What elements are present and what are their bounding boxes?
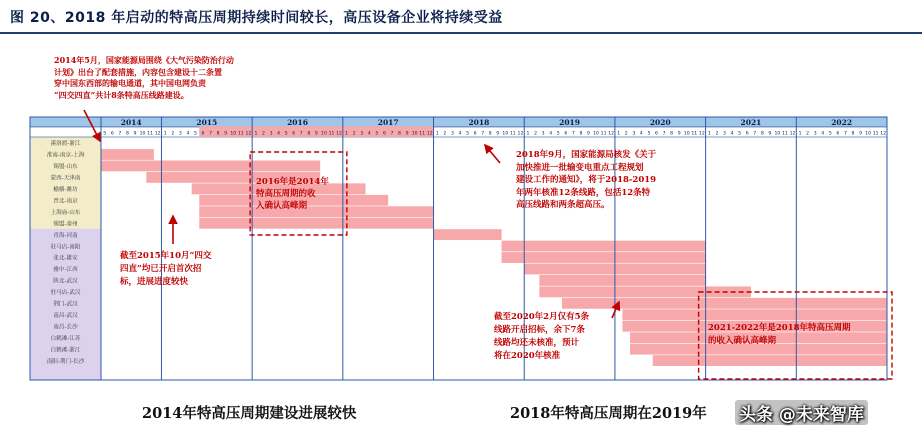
year-label: 2015 bbox=[196, 118, 218, 127]
month-tick-label: 8 bbox=[488, 131, 492, 137]
month-tick-label: 11 bbox=[509, 131, 516, 137]
month-tick-label: 4 bbox=[821, 131, 825, 137]
month-tick-label: 12 bbox=[789, 131, 796, 137]
month-tick-label: 10 bbox=[230, 131, 237, 137]
month-tick-label: 12 bbox=[517, 131, 524, 137]
month-tick-label: 12 bbox=[336, 131, 342, 137]
annotation-2016-peak: 2016年是2014年 特高压周期的收 入确认高峰期 bbox=[256, 177, 329, 211]
month-tick-label: 3 bbox=[813, 131, 817, 137]
row-label: 陕北-武汉 bbox=[53, 278, 78, 285]
gantt-bar bbox=[502, 252, 706, 263]
month-tick-label: 12 bbox=[698, 131, 705, 137]
month-tick-label: 7 bbox=[209, 131, 213, 137]
month-tick-label: 1 bbox=[617, 131, 621, 137]
month-tick-label: 4 bbox=[367, 131, 371, 137]
month-tick-label: 5 bbox=[738, 131, 742, 137]
month-tick-label: 8 bbox=[851, 131, 855, 137]
year-label: 2014 bbox=[120, 118, 142, 127]
gantt-bar bbox=[199, 218, 433, 229]
row-label: 南昌-武汉 bbox=[53, 312, 78, 319]
month-tick-label: 12 bbox=[608, 131, 615, 137]
row-label: 白鹤滩-浙江 bbox=[50, 347, 81, 354]
month-tick-label: 8 bbox=[398, 131, 401, 137]
month-tick-label: 7 bbox=[390, 131, 394, 137]
annotation-2014-policy: 2014年5月，国家能源局围绕《大气污染防治行动 计划》出台了配套措施，内容包含建设十二条置 穿中国东西部的输电通道，其中国电网负责 “四交四直”共计8条特高压线路建设。 bbox=[54, 55, 234, 100]
year-label: 2019 bbox=[559, 118, 581, 127]
month-tick-label: 7 bbox=[843, 131, 847, 137]
month-tick-label: 2 bbox=[352, 131, 356, 137]
month-tick-label: 11 bbox=[872, 131, 879, 137]
month-tick-label: 10 bbox=[502, 131, 509, 137]
month-tick-label: 4 bbox=[730, 131, 734, 137]
gantt-bar bbox=[502, 241, 706, 252]
month-tick-label: 10 bbox=[411, 131, 418, 137]
month-tick-label: 11 bbox=[147, 131, 154, 137]
row-label: 荆门-武汉 bbox=[53, 301, 78, 308]
figure-title: 图 20、2018 年启动的特高压周期持续时间较长，高压设备企业将持续受益 bbox=[10, 10, 503, 26]
month-tick-label: 7 bbox=[571, 131, 575, 137]
month-tick-label: 9 bbox=[587, 131, 590, 137]
month-tick-label: 9 bbox=[859, 131, 863, 137]
month-tick-label: 9 bbox=[314, 131, 318, 137]
month-tick-label: 6 bbox=[382, 131, 386, 137]
caption-right: 2018年特高压周期在2019年 bbox=[510, 405, 707, 422]
month-tick-label: 1 bbox=[435, 131, 439, 137]
row-label: 雅中-江西 bbox=[53, 267, 78, 274]
month-tick-label: 5 bbox=[556, 131, 560, 137]
month-tick-label: 11 bbox=[782, 131, 788, 137]
annotation-2021-peak: 2021-2022年是2018年特高压周期 的收入确认高峰期 bbox=[708, 323, 851, 346]
row-label: 上海庙-山东 bbox=[50, 209, 81, 216]
row-label: 锡盟-山东 bbox=[53, 164, 78, 171]
annotation-2020-status: 截至2020年2月仅有5条 线路开启招标，余下7条 线路均还未核准，预计 将在2020年核准 bbox=[494, 312, 589, 361]
month-tick-label: 10 bbox=[683, 131, 690, 137]
month-tick-label: 11 bbox=[237, 131, 244, 137]
row-label: 锡盟-泰州 bbox=[53, 221, 78, 228]
month-tick-label: 6 bbox=[201, 131, 205, 137]
year-label: 2022 bbox=[831, 118, 853, 127]
month-tick-label: 8 bbox=[125, 131, 129, 137]
arrow-2018-notice bbox=[485, 145, 500, 163]
month-tick-label: 11 bbox=[691, 131, 698, 137]
month-tick-label: 5 bbox=[103, 131, 107, 137]
month-tick-label: 8 bbox=[760, 131, 764, 137]
month-tick-label: 3 bbox=[632, 131, 636, 137]
month-tick-label: 12 bbox=[426, 131, 433, 137]
month-tick-label: 12 bbox=[154, 131, 161, 137]
month-tick-label: 3 bbox=[723, 131, 726, 137]
month-tick-label: 9 bbox=[496, 131, 500, 137]
title-rule bbox=[0, 32, 922, 34]
month-tick-label: 1 bbox=[707, 131, 711, 137]
year-label: 2020 bbox=[649, 118, 671, 127]
month-tick-label: 3 bbox=[360, 131, 364, 137]
month-tick-label: 5 bbox=[828, 131, 832, 137]
row-label: 青海-河南 bbox=[53, 232, 78, 239]
gantt-bar bbox=[101, 161, 320, 172]
year-label: 2017 bbox=[377, 118, 399, 127]
month-tick-label: 2 bbox=[171, 131, 175, 137]
watermark: 头条 @未来智库 bbox=[735, 400, 868, 425]
month-tick-label: 2 bbox=[443, 131, 447, 137]
month-tick-label: 9 bbox=[768, 131, 772, 137]
month-tick-label: 9 bbox=[677, 131, 681, 137]
month-tick-label: 4 bbox=[458, 131, 462, 137]
gantt-bar bbox=[434, 229, 502, 240]
month-tick-label: 6 bbox=[745, 131, 749, 137]
month-tick-label: 11 bbox=[328, 131, 335, 137]
row-label: 驻马店-南阳 bbox=[50, 244, 81, 251]
month-tick-label: 7 bbox=[753, 131, 757, 137]
row-label: 淮南-南京-上海 bbox=[46, 152, 85, 159]
month-tick-label: 12 bbox=[880, 131, 887, 137]
month-tick-label: 11 bbox=[600, 131, 607, 137]
month-tick-label: 3 bbox=[269, 131, 273, 137]
month-tick-label: 8 bbox=[216, 131, 220, 137]
month-tick-label: 12 bbox=[245, 131, 252, 137]
month-tick-label: 5 bbox=[647, 131, 651, 137]
month-tick-label: 8 bbox=[307, 131, 311, 137]
row-label: 张北-雄安 bbox=[53, 255, 78, 262]
year-label: 2016 bbox=[287, 118, 308, 127]
annotation-2015-tender: 截至2015年10月“四交 四直”均已开启首次招 标，进展进度较快 bbox=[120, 251, 212, 287]
month-tick-label: 4 bbox=[277, 131, 281, 137]
month-tick-label: 2 bbox=[262, 131, 265, 137]
gantt-bar bbox=[539, 275, 705, 286]
month-tick-label: 10 bbox=[139, 131, 146, 137]
month-tick-label: 1 bbox=[254, 131, 258, 137]
month-tick-label: 2 bbox=[624, 131, 628, 137]
month-tick-label: 3 bbox=[450, 131, 454, 137]
month-tick-label: 6 bbox=[836, 131, 840, 137]
month-tick-label: 3 bbox=[178, 131, 182, 137]
month-tick-label: 10 bbox=[774, 131, 781, 137]
month-tick-label: 2 bbox=[806, 131, 810, 137]
month-tick-label: 1 bbox=[163, 131, 167, 137]
month-tick-label: 8 bbox=[579, 131, 583, 137]
month-tick-label: 8 bbox=[670, 131, 674, 137]
month-tick-label: 4 bbox=[186, 131, 190, 137]
month-tick-label: 3 bbox=[541, 131, 545, 137]
month-tick-label: 7 bbox=[481, 131, 485, 137]
gantt-bar bbox=[101, 149, 154, 160]
month-tick-label: 6 bbox=[292, 131, 296, 137]
month-tick-label: 9 bbox=[133, 131, 137, 137]
gantt-bar bbox=[622, 309, 887, 320]
month-tick-label: 7 bbox=[299, 131, 303, 137]
month-tick-label: 10 bbox=[321, 131, 327, 137]
gantt-bar bbox=[653, 355, 887, 366]
row-label: 溪洛渡-浙江 bbox=[50, 141, 81, 148]
month-tick-label: 6 bbox=[655, 131, 658, 137]
row-label: 驻马店-武汉 bbox=[50, 290, 81, 297]
annotation-2018-notice: 2018年9月，国家能源局核发《关于 加快推进一批输变电重点工程规划 建设工作的通知》，将于2018-2019 年两年核准12条线路，包括12条特 高压线路和两条超高压。 bbox=[516, 150, 657, 210]
month-tick-label: 7 bbox=[662, 131, 666, 137]
month-tick-label: 10 bbox=[865, 131, 872, 137]
row-label: 晋北-南京 bbox=[53, 198, 78, 205]
row-label: 南阳-荆门-长沙 bbox=[46, 358, 85, 365]
row-label: 南昌-长沙 bbox=[53, 324, 78, 331]
row-label: 榆横-潍坊 bbox=[53, 187, 78, 193]
month-tick-label: 6 bbox=[564, 131, 568, 137]
row-label: 蒙西-天津南 bbox=[50, 175, 81, 182]
month-tick-label: 5 bbox=[284, 131, 288, 137]
month-tick-label: 4 bbox=[639, 131, 643, 137]
gantt-bar bbox=[562, 298, 887, 309]
caption-left: 2014年特高压周期建设进展较快 bbox=[142, 405, 357, 422]
year-label: 2018 bbox=[468, 118, 490, 127]
month-tick-label: 4 bbox=[549, 131, 553, 137]
month-tick-label: 9 bbox=[405, 131, 409, 137]
month-tick-label: 1 bbox=[798, 131, 802, 137]
month-tick-label: 1 bbox=[345, 131, 349, 137]
row-label: 白鹤滩-江苏 bbox=[50, 335, 81, 342]
month-tick-label: 1 bbox=[526, 131, 530, 137]
month-tick-label: 2 bbox=[534, 131, 538, 137]
month-tick-label: 6 bbox=[473, 131, 477, 137]
year-label: 2021 bbox=[740, 118, 762, 127]
month-tick-label: 2 bbox=[715, 131, 719, 137]
month-tick-label: 5 bbox=[375, 131, 379, 137]
month-tick-label: 5 bbox=[194, 131, 197, 137]
month-tick-label: 5 bbox=[466, 131, 470, 137]
month-tick-label: 7 bbox=[118, 131, 122, 137]
month-tick-label: 9 bbox=[224, 131, 228, 137]
month-tick-label: 10 bbox=[593, 131, 599, 137]
month-tick-label: 6 bbox=[110, 131, 114, 137]
month-tick-label: 11 bbox=[419, 131, 426, 137]
